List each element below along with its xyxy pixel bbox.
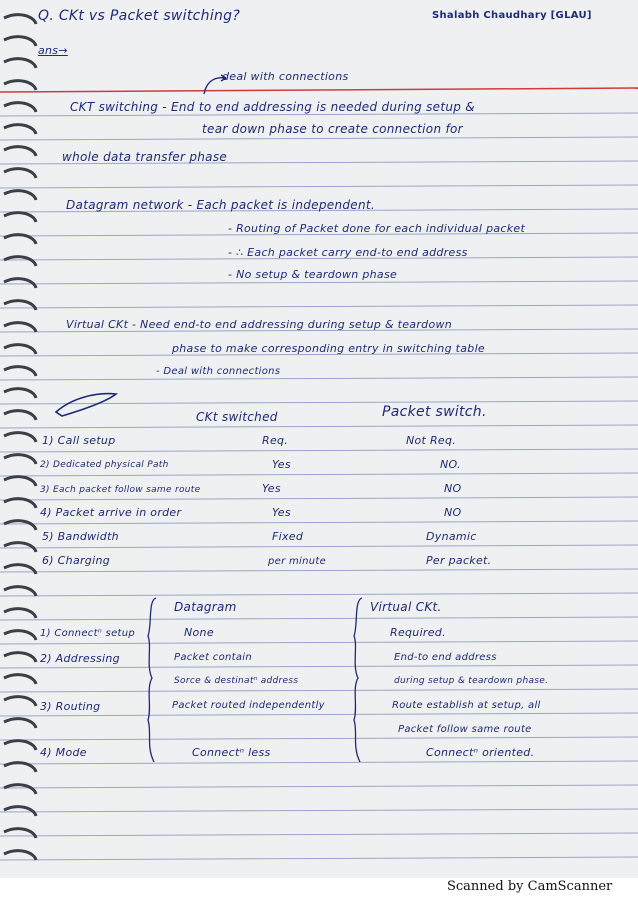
spiral-binding (0, 0, 44, 878)
spiral-ring (4, 257, 36, 266)
spiral-ring (4, 235, 36, 244)
spiral-ring (4, 301, 36, 310)
spiral-ring (4, 741, 36, 750)
table1-row6-pkt: Per packet. (426, 554, 492, 567)
scribble-mark (52, 388, 122, 420)
ruled-line (0, 617, 638, 620)
ruled-line (0, 377, 638, 380)
table2-row2-datagram-1: Packet contain (174, 652, 253, 663)
table1-row4-ckt: Yes (272, 506, 291, 519)
spiral-ring (4, 763, 36, 772)
vc-definition-line1: Virtual CKt - Need end-to end addressing during setup & teardown (66, 318, 453, 331)
ckt-definition-line1: CKT switching - End to end addressing is needed during setup & (70, 100, 475, 114)
spiral-ring (4, 609, 36, 618)
ruled-line (0, 305, 638, 308)
ruled-line (0, 473, 638, 476)
spiral-ring (4, 191, 36, 200)
ruled-line (0, 761, 638, 764)
ckt-definition-line2: tear down phase to create connection for (202, 122, 463, 136)
table2-row1-datagram: None (184, 626, 214, 639)
datagram-definition-line1: Datagram network - Each packet is independent. (66, 198, 375, 212)
spiral-ring (4, 587, 36, 596)
author-credit: Shalabh Chaudhary [GLAU] (432, 10, 592, 21)
table1-row1-label: 1) Call setup (42, 434, 116, 447)
arrow-annotation (200, 72, 230, 98)
spiral-ring (4, 433, 36, 442)
spiral-ring (4, 543, 36, 552)
table2-row1-virtual: Required. (390, 626, 446, 639)
spiral-ring (4, 59, 36, 68)
vc-definition-line2: phase to make corresponding entry in switching table (172, 342, 486, 355)
spiral-ring (4, 81, 36, 90)
table2-row4-virtual: Connectⁿ oriented. (426, 746, 535, 759)
ruled-line (0, 521, 638, 524)
spiral-ring (4, 631, 36, 640)
table2-row2-virtual-1: End-to end address (394, 652, 497, 663)
table1-row4-label: 4) Packet arrive in order (40, 506, 182, 519)
ruled-line (0, 857, 638, 860)
spiral-ring (4, 323, 36, 332)
spiral-ring (4, 147, 36, 156)
answer-label: ans→ (38, 44, 68, 57)
table2-row3-label: 3) Routing (40, 700, 101, 713)
table1-row2-pkt: NO. (440, 458, 461, 471)
table1-header-ckt: CKt switched (196, 410, 278, 424)
datagram-definition-line2: - Routing of Packet done for each individual packet (228, 222, 526, 235)
table1-row3-ckt: Yes (262, 482, 281, 495)
page-title: Q. CKt vs Packet switching? (38, 8, 241, 24)
scanner-watermark: Scanned by CamScanner (447, 879, 613, 894)
table2-row3-virtual-1: Route establish at setup, all (392, 700, 541, 711)
table1-row2-ckt: Yes (272, 458, 291, 471)
table2-header-datagram: Datagram (174, 600, 237, 614)
spiral-ring (4, 565, 36, 574)
spiral-ring (4, 455, 36, 464)
ckt-definition-line3: whole data transfer phase (62, 150, 228, 164)
spiral-ring (4, 521, 36, 530)
spiral-ring (4, 367, 36, 376)
table1-row1-ckt: Req. (262, 434, 289, 447)
ruled-line (0, 569, 638, 572)
table2-right-brace (346, 596, 368, 766)
table1-header-packet: Packet switch. (382, 404, 487, 420)
ruled-line (0, 785, 638, 788)
spiral-ring (4, 103, 36, 112)
ruled-line (0, 809, 638, 812)
table1-row5-pkt: Dynamic (426, 530, 477, 543)
ruled-line (0, 545, 638, 548)
spiral-ring (4, 279, 36, 288)
table2-row2-virtual-2: during setup & teardown phase. (394, 676, 549, 686)
table2-row2-datagram-2: Sorce & destinatⁿ address (174, 676, 299, 686)
ruled-line (0, 425, 638, 428)
table2-row4-datagram: Connectⁿ less (192, 746, 271, 759)
ruled-line (0, 665, 638, 668)
spiral-ring (4, 851, 36, 860)
spiral-ring (4, 807, 36, 816)
table1-row2-label: 2) Dedicated physical Path (40, 460, 169, 470)
spiral-ring (4, 345, 36, 354)
vc-definition-line3: - Deal with connections (156, 366, 281, 377)
spiral-ring (4, 653, 36, 662)
ruled-line (0, 737, 638, 740)
ruled-line (0, 593, 638, 596)
table2-left-brace (140, 596, 162, 766)
spiral-ring (4, 15, 36, 24)
ruled-line (0, 137, 638, 140)
ruled-line (0, 641, 638, 644)
table1-row6-ckt: per minute (268, 556, 327, 567)
spiral-ring (4, 499, 36, 508)
spiral-ring (4, 477, 36, 486)
table1-row4-pkt: NO (444, 506, 462, 519)
spiral-ring (4, 169, 36, 178)
table1-row5-ckt: Fixed (272, 530, 304, 543)
ruled-line (0, 449, 638, 452)
spiral-ring (4, 37, 36, 46)
annotation-connections: deal with connections (222, 70, 349, 83)
table1-row3-label: 3) Each packet follow same route (40, 485, 201, 495)
table1-row1-pkt: Not Req. (406, 434, 457, 447)
margin-line (0, 88, 638, 92)
ruled-line (0, 497, 638, 500)
table1-row3-pkt: NO (444, 482, 462, 495)
spiral-ring (4, 785, 36, 794)
ruled-line (0, 713, 638, 716)
table2-row3-virtual-2: Packet follow same route (398, 724, 532, 735)
table2-row3-datagram: Packet routed independently (172, 700, 325, 711)
spiral-ring (4, 213, 36, 222)
spiral-ring (4, 125, 36, 134)
spiral-ring (4, 675, 36, 684)
spiral-ring (4, 719, 36, 728)
ruled-line (0, 185, 638, 188)
spiral-ring (4, 697, 36, 706)
datagram-definition-line4: - No setup & teardown phase (228, 268, 398, 281)
table1-row6-label: 6) Charging (42, 554, 110, 567)
table2-header-virtual: Virtual CKt. (370, 600, 442, 614)
spiral-ring (4, 829, 36, 838)
ruled-line (0, 281, 638, 284)
spiral-ring (4, 411, 36, 420)
table2-row4-label: 4) Mode (40, 746, 87, 759)
table1-row5-label: 5) Bandwidth (42, 530, 119, 543)
spiral-ring (4, 389, 36, 398)
table2-row1-label: 1) Connectⁿ setup (40, 628, 136, 639)
ruled-line (0, 833, 638, 836)
table2-row2-label: 2) Addressing (40, 652, 120, 665)
datagram-definition-line3: - ∴ Each packet carry end-to end address (228, 246, 468, 259)
ruled-line (0, 689, 638, 692)
